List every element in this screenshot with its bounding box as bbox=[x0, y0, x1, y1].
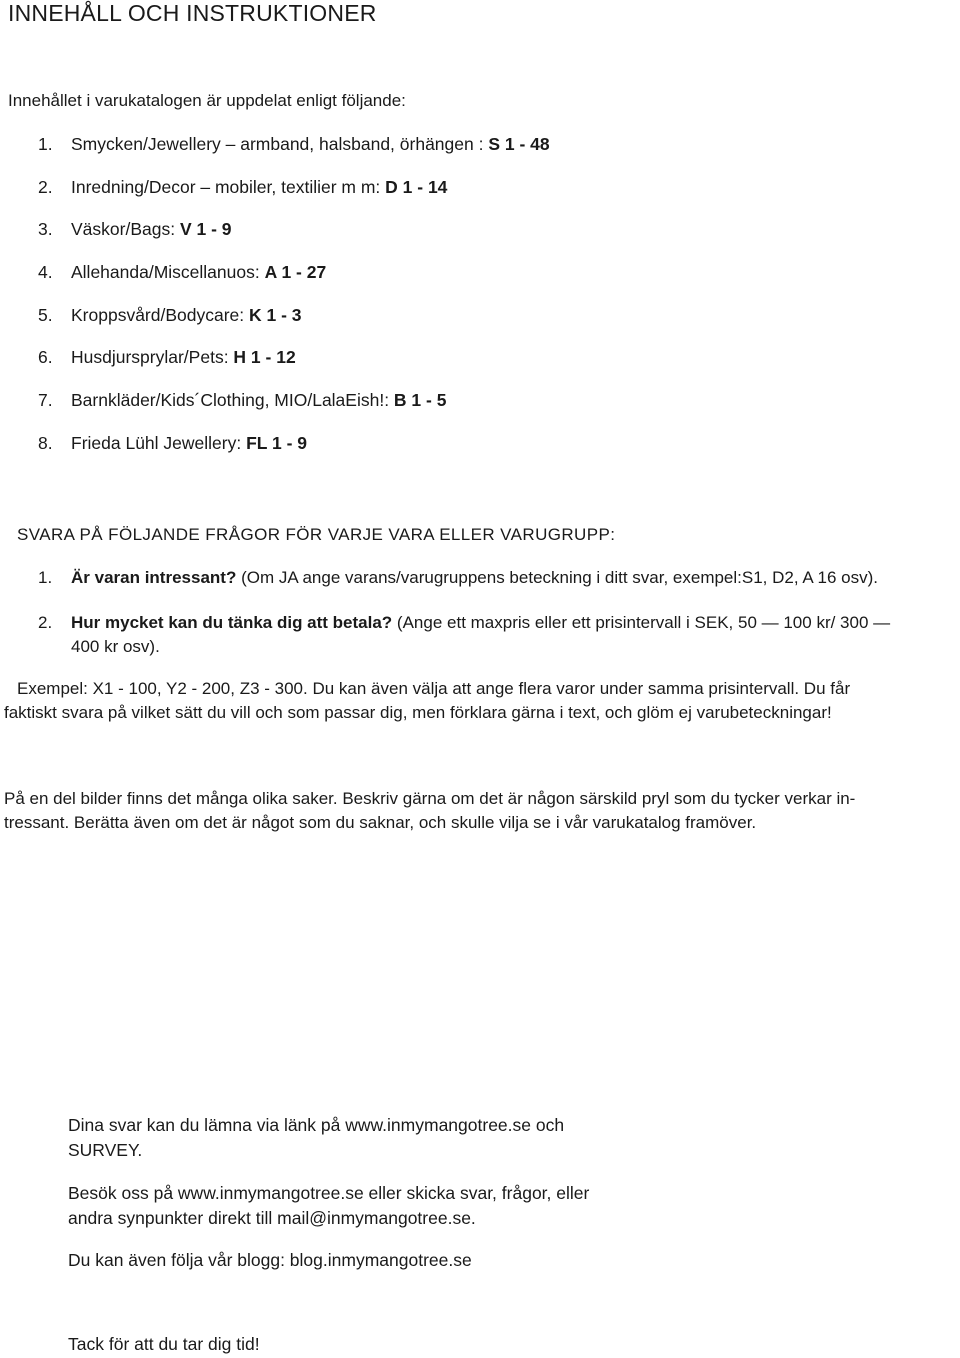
list-item: 3. Väskor/Bags: V 1 - 9 bbox=[38, 219, 232, 240]
list-item: 7. Barnkläder/Kids´Clothing, MIO/LalaEish!: B 1 - 5 bbox=[38, 390, 447, 411]
visit-info-line-1: Besök oss på www.inmymangotree.se eller skicka svar, frågor, eller bbox=[68, 1183, 590, 1203]
list-item: 5. Kroppsvård/Bodycare: K 1 - 3 bbox=[38, 304, 302, 325]
note-line-1: På en del bilder finns det många olika saker. Beskriv gärna om det är någon särskild pryl som du tycker verkar in- bbox=[4, 789, 856, 808]
note-line-2: tressant. Berätta även om det är något som du saknar, och skulle vilja se i vår varukatalog framöver. bbox=[4, 813, 757, 832]
contents-list bbox=[38, 132, 550, 474]
answer-info-line-2: SURVEY. bbox=[68, 1140, 143, 1160]
list-item: 1. Smycken/Jewellery – armband, halsband, örhängen : S 1 - 48 bbox=[38, 134, 550, 154]
page-title: INNEHÅLL OCH INSTRUKTIONER bbox=[8, 0, 377, 26]
example-line-1: Exempel: X1 - 100, Y2 - 200, Z3 - 300. Du kan även välja att ange flera varor under samma prisintervall. Du får bbox=[17, 679, 851, 698]
list-item: 4. Allehanda/Miscellanuos: A 1 - 27 bbox=[38, 262, 327, 283]
section-heading: SVARA PÅ FÖLJANDE FRÅGOR FÖR VARJE VARA ELLER VARUGRUPP: bbox=[17, 525, 616, 544]
question-2-continued: 400 kr osv). bbox=[71, 637, 160, 656]
list-item: 2. Inredning/Decor – mobiler, textilier m m: D 1 - 14 bbox=[38, 176, 448, 197]
intro-text: Innehållet i varukatalogen är uppdelat enligt följande: bbox=[8, 91, 406, 110]
visit-info-line-2: andra synpunkter direkt till mail@inmymangotree.se. bbox=[68, 1208, 476, 1228]
blog-info: Du kan även följa vår blogg: blog.inmymangotree.se bbox=[68, 1250, 472, 1270]
example-line-2: faktiskt svara på vilket sätt du vill och som passar dig, men förklara gärna i text, och glöm ej varubeteckningar! bbox=[4, 703, 832, 722]
thanks-text: Tack för att du tar dig tid! bbox=[68, 1334, 260, 1354]
answer-info-line-1: Dina svar kan du lämna via länk på www.inmymangotree.se och bbox=[68, 1115, 565, 1135]
list-item: 8. Frieda Lühl Jewellery: FL 1 - 9 bbox=[38, 432, 308, 453]
list-item: 6. Husdjursprylar/Pets: H 1 - 12 bbox=[38, 347, 296, 368]
